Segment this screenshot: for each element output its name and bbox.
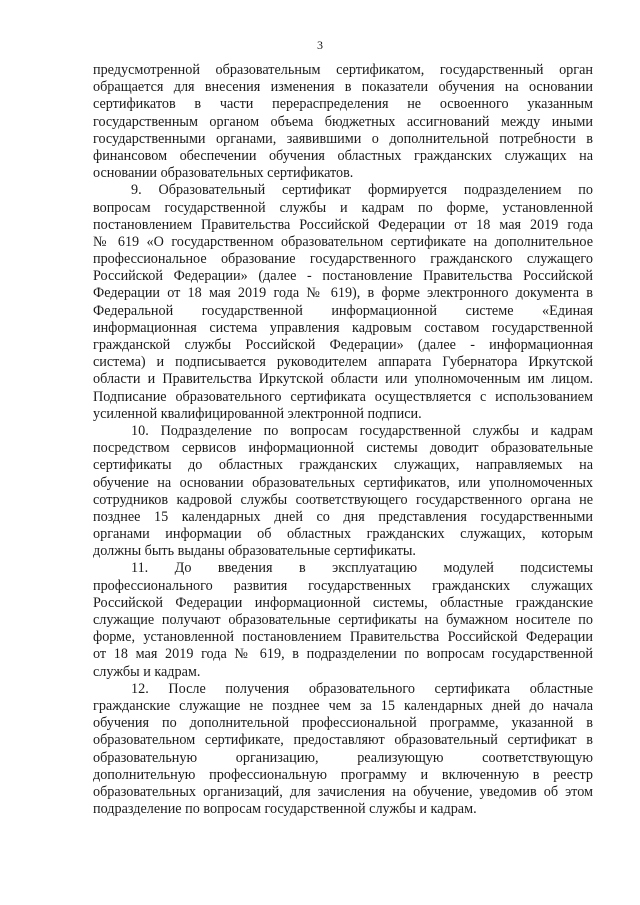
text-line: Российской Федерации информационной системы, областные гражданские (93, 594, 593, 611)
paragraph-3 (93, 423, 593, 561)
text-line: система) и подписывается руководителем аппарата Губернатора Иркутской (93, 354, 593, 371)
text-line: государственными органами, заявившими о дополнительной потребности в (93, 130, 593, 147)
text-line: 9. Образовательный сертификат формируется подразделением по (131, 182, 593, 199)
paragraph-1 (93, 62, 593, 182)
text-line: дополнительную профессиональную программу и включенную в реестр (93, 766, 593, 783)
text-line: Подписание образовательного сертификата осуществляется с использованием (93, 388, 593, 405)
text-line: № 619 «О государственном образовательном сертификате на дополнительное (93, 233, 593, 250)
document-body (93, 62, 593, 818)
text-line: области и Правительства Иркутской области или уполномоченным им лицом. (93, 371, 593, 388)
text-line: профессионального развития государственных гражданских служащих (93, 577, 593, 594)
paragraph-4 (93, 560, 593, 680)
text-line: вопросам государственной службы и кадрам по форме, установленной (93, 199, 593, 216)
text-line: служащие получают образовательные сертификаты на бумажном носителе по (93, 612, 593, 628)
paragraph-5 (93, 681, 593, 819)
text-line: образовательных организаций, для зачисления на обучение, уведомив об этом (93, 783, 593, 800)
text-line: профессиональное образование государственного гражданского служащего (93, 251, 593, 268)
text-line: основании образовательных сертификатов. (93, 165, 354, 182)
page-number: 3 (317, 38, 323, 52)
text-line: предусмотренной образовательным сертификатом, государственный орган (93, 62, 593, 78)
text-line: 11. До введения в эксплуатацию модулей подсистемы (131, 560, 593, 577)
text-line: финансовом обеспечении обучения областных гражданских служащих на (93, 147, 593, 164)
text-line: службы и кадрам. (93, 663, 201, 680)
text-line: органами информации об областных гражданских служащих, которым (93, 526, 593, 543)
text-line: обращается для внесения изменения в показатели обучения на основании (93, 79, 593, 96)
text-line: образовательную организацию, реализующую соответствующую (93, 749, 593, 766)
text-line: Федерации от 18 мая 2019 года № 619), в форме электронного документа в (93, 285, 593, 302)
text-line: посредством сервисов информационной системы доводит образовательные (93, 440, 593, 457)
text-line: должны быть выданы образовательные сертификаты. (93, 543, 416, 560)
text-line: Российской Федерации» (далее - постановление Правительства Российской (93, 268, 593, 285)
text-line: сотрудников кадровой службы соответствующего государственного органа не (93, 491, 593, 508)
text-line: Федеральной государственной информационной системе «Единая (93, 302, 593, 319)
text-line: сертификаты до областных гражданских служащих, направляемых на (93, 457, 593, 474)
text-line: гражданские служащие не позднее чем за 15 календарных дней до начала (93, 697, 593, 714)
text-line: гражданской службы Российской Федерации» (далее - информационная (93, 337, 593, 353)
text-line: 12. После получения образовательного сертификата областные (131, 680, 593, 697)
text-line: обучения по дополнительной профессиональной программе, указанной в (93, 715, 593, 732)
text-line: подразделение по вопросам государственной службы и кадрам. (93, 801, 477, 818)
text-line: обучение на основании образовательных сертификатов, или уполномоченных (93, 474, 593, 491)
text-line: 10. Подразделение по вопросам государственной службы и кадрам (131, 422, 593, 439)
text-line: сертификатов в части перераспределения не освоенного указанным (93, 96, 593, 113)
text-line: усиленной квалифицированной электронной подписи. (93, 405, 422, 422)
text-line: форме, установленной постановлением Правительства Российской Федерации (93, 629, 593, 646)
paragraph-2 (93, 182, 593, 423)
text-line: государственным органом объема бюджетных ассигнований между иными (93, 113, 593, 130)
text-line: позднее 15 календарных дней со дня представления государственными (93, 508, 593, 525)
text-line: образовательном сертификате, предоставляют образовательный сертификат в (93, 732, 593, 749)
text-line: информационная система управления кадровым составом государственной (93, 319, 593, 336)
text-line: от 18 мая 2019 года № 619, в подразделении по вопросам государственной (93, 646, 593, 663)
text-line: постановлением Правительства Российской Федерации от 18 мая 2019 года (93, 216, 593, 233)
